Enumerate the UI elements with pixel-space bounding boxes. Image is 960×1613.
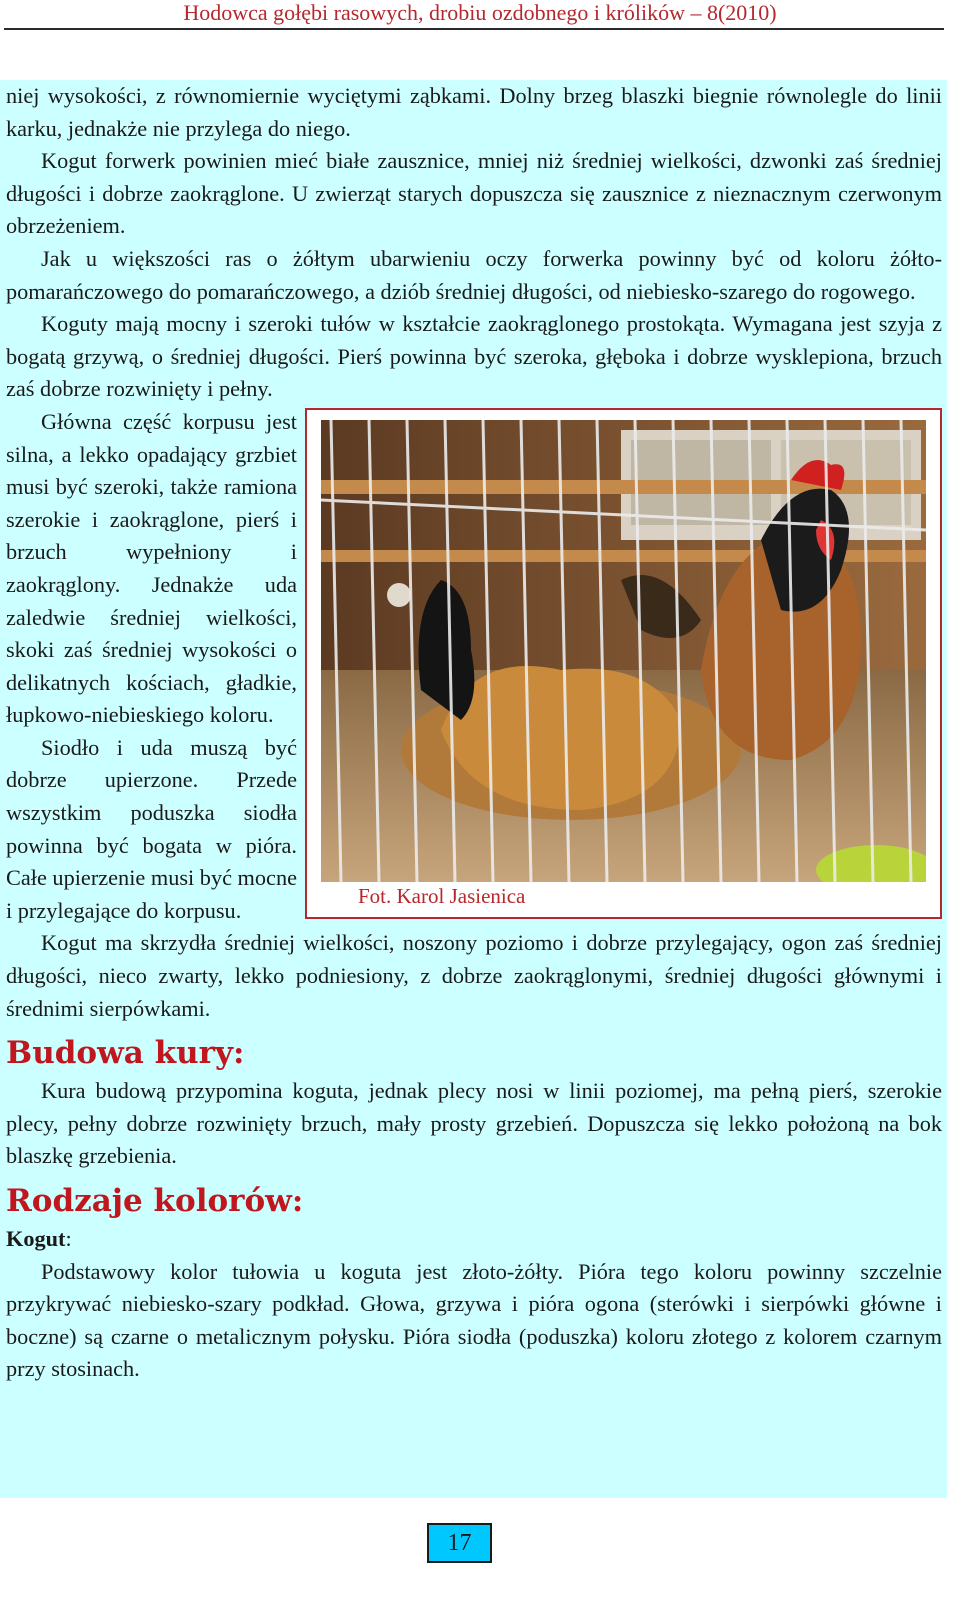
- subheading-rooster: [6, 1223, 942, 1256]
- paragraph-9: Podstawowy kolor tułowia u koguta jest złoto-żółty. Pióra tego koloru powinny szczelnie przykrywać niebiesko-szary podkład. Głowa, grzywa i pióra ogona (sterówki i sierpówki główne i boczne) są czarne o metalicznym połysku. Pióra siodła (poduszka) koloru złotego z kolorem czarnym przy stosinach.: [6, 1258, 942, 1382]
- paragraph-2: Kogut forwerk powinien mieć białe zausznice, mniej niż średniej wielkości, dzwonki zaś średniej długości i dobrze zaokrąglone. U zwierząt starych dopuszcza się zausznice z nieznacznym czerwonym obrzeżeniem.: [6, 148, 942, 239]
- article-panel: [0, 80, 947, 1498]
- photo-credit: Fot. Karol Jasienica: [358, 883, 526, 908]
- photo-illustration: [321, 420, 926, 882]
- photo-frame: [305, 408, 942, 919]
- label-rooster: Kogut: [6, 1226, 66, 1251]
- section-heading-color-types: Rodzaje kolorów:: [6, 1183, 304, 1219]
- paragraph-5-text: Główna część korpusu jest silna, a lekko opadający grzbiet musi być szeroki, także ramiona szerokie i zaokrąglone, pierś i brzuch wypełniony i zaokrąglony. Jednakże uda zaledwie średniej wielkości, skoki zaś średniej wysokości o delikatnych kościach, gładkie, łupkowo-niebieskiego koloru.: [6, 408, 297, 728]
- paragraph-3: Jak u większości ras o żółtym ubarwieniu oczy forwerka powinny być od koloru żółto-pomarańczowego do pomarańczowego, a dziób średniej długości, od niebiesko-szarego do rogowego.: [6, 245, 942, 304]
- running-header: Hodowca gołębi rasowych, drobiu ozdobnego i królików – 8(2010): [183, 0, 777, 25]
- paragraph-1: niej wysokości, z równomiernie wyciętymi ząbkami. Dolny brzeg blaszki biegnie równolegle do linii karku, jednakże nie przylega do niego.: [6, 83, 942, 141]
- paragraph-8: Kura budową przypomina koguta, jednak plecy nosi w linii poziomej, ma pełną pierś, szerokie plecy, pełny dobrze rozwinięty brzuch, mały prosty grzebień. Dopuszcza się lekko położoną na bok blaszkę grzebienia.: [6, 1078, 942, 1169]
- paragraph-7: Kogut ma skrzydła średniej wielkości, noszony poziomo i dobrze przylegający, ogon zaś średniej długości, nieco zwarty, lekko podniesiony, z dobrze zaokrąglonymi, średniej długości głównymi i średnimi sierpówkami.: [6, 930, 942, 1021]
- header-rule: [4, 28, 944, 30]
- rooster-and-hen-photo: [321, 420, 926, 882]
- paragraph-6: Siodło i uda muszą być dobrze upierzone. Przede wszystkim poduszka siodła powinna być bogata w pióra. Całe upierzenie musi być mocne i przylegające do korpusu.: [6, 734, 297, 923]
- paragraph-4: Koguty mają mocny i szeroki tułów w kształcie zaokrąglonego prostokąta. Wymagana jest szyja z bogatą grzywą, o średniej długości. Pierś powinna być szeroka, głęboka i dobrze wysklepiona, brzuch zaś dobrze rozwinięty i pełny.: [6, 311, 942, 402]
- section-heading-hen-build: Budowa kury:: [6, 1035, 245, 1072]
- page-number: 17: [427, 1523, 492, 1563]
- label-colon: :: [65, 1226, 72, 1251]
